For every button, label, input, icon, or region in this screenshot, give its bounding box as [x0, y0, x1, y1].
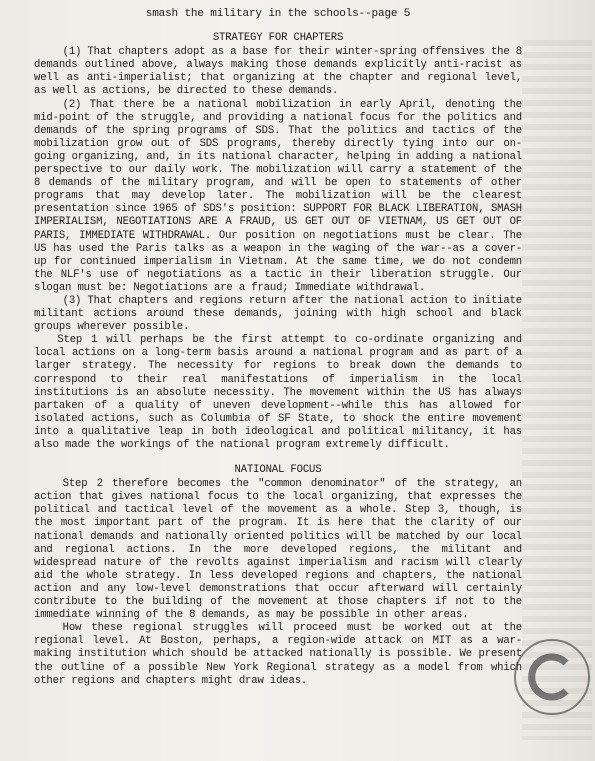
document-body: [34, 8, 522, 688]
page-header: smash the military in the schools--page 5: [145, 8, 411, 20]
paragraph-step-1: Step 1 will perhaps be the first attempt to co-ordinate organizing and local actions on a long-term basis around a national program and as part of a larger strategy. The necessity for regions to break down the demands to correspond to their real manifestations of imperialism in the local institutions is an absolute necessity. The movement within the US has always partaken of a quality of uneven development--while this has allowed for isolated actions, such as Columbia of SF State, to shock the entire movement into a qualitative leap in both ideological and political militancy, it has also made the workings of the national program extremely difficult.: [34, 334, 522, 451]
section-title-national-focus: NATIONAL FOCUS: [234, 464, 322, 477]
paragraph-regional: How these regional struggles will proceed must be worked out at the regional level. At Boston, perhaps, a region-wide attack on MIT as a war-making institution which should be attacked nationally is possible. We present the outline of a possible New York Regional strategy as a model from which other regions and chapters might draw ideas.: [34, 622, 522, 687]
paragraph-point-2: (2) That there be a national mobilization in early April, denoting the mid-point of the struggle, and providing a national focus for the politics and demands of the spring programs of SDS. That the politics and tactics of the mobilization grow out of SDS programs, thereby directly tying into our on-going organizing, and, in its national character, helping in adding a national perspective to our daily work. The mobilization will carry a statement of the 8 demands of the military program, and will be open to statements of other programs that may develop later. The mobilization will be the clearest presentation since 1965 of SDS's position: SUPPORT FOR BLACK LIBERATION, SMASH IMPERIALISM, NEGOTIATIONS ARE A FRAUD, US GET OUT OF VIETNAM, US GET OUT OF PARIS, IMMEDIATE WITHDRAWAL. Our position on negotiations must be clear. The US has used the Paris talks as a weapon in the waging of the war--as a cover-up for continued imperialism in Vietnam. At the same time, we do not condemn the NLF's use of negotiations as a tactic in their liberation struggle. Our slogan must be: Negotiations are a fraud; Immediate withdrawal.: [34, 98, 522, 294]
bleed-through-text: [522, 40, 592, 740]
paragraph-step-2: Step 2 therefore becomes the "common denominator" of the strategy, an action that gives national focus to the local organizing, that expresses the political and tactical level of the movement as a whole. Step 3, though, is the most important part of the program. It is here that the clarity of our national demands and nationally oriented politics will be matched by our local and regional actions. In the more developed regions, the militant and widespread nature of the revolts against imperialism and racism will clearly aid the whole strategy. In less developed regions and chapters, the national action and any low-level demonstrations that occur afterward will certainly contribute to the building of the movement at those chapters if not to the immediate winning of the 8 demands, as may be possible in other areas.: [34, 478, 522, 622]
copyright-watermark-icon: [511, 636, 593, 718]
paragraph-point-1: (1) That chapters adopt as a base for their winter-spring offensives the 8 demands outlined above, always making those demands explicitly anti-racist as well as anti-imperialist; that organizing at the chapter and regional level, as well as actions, be directed to these demands.: [34, 46, 522, 98]
section-title-strategy: STRATEGY FOR CHAPTERS: [212, 32, 344, 45]
paragraph-point-3: (3) That chapters and regions return after the national action to initiate militant actions around these demands, joining with high school and black groups wherever possible.: [34, 294, 522, 334]
